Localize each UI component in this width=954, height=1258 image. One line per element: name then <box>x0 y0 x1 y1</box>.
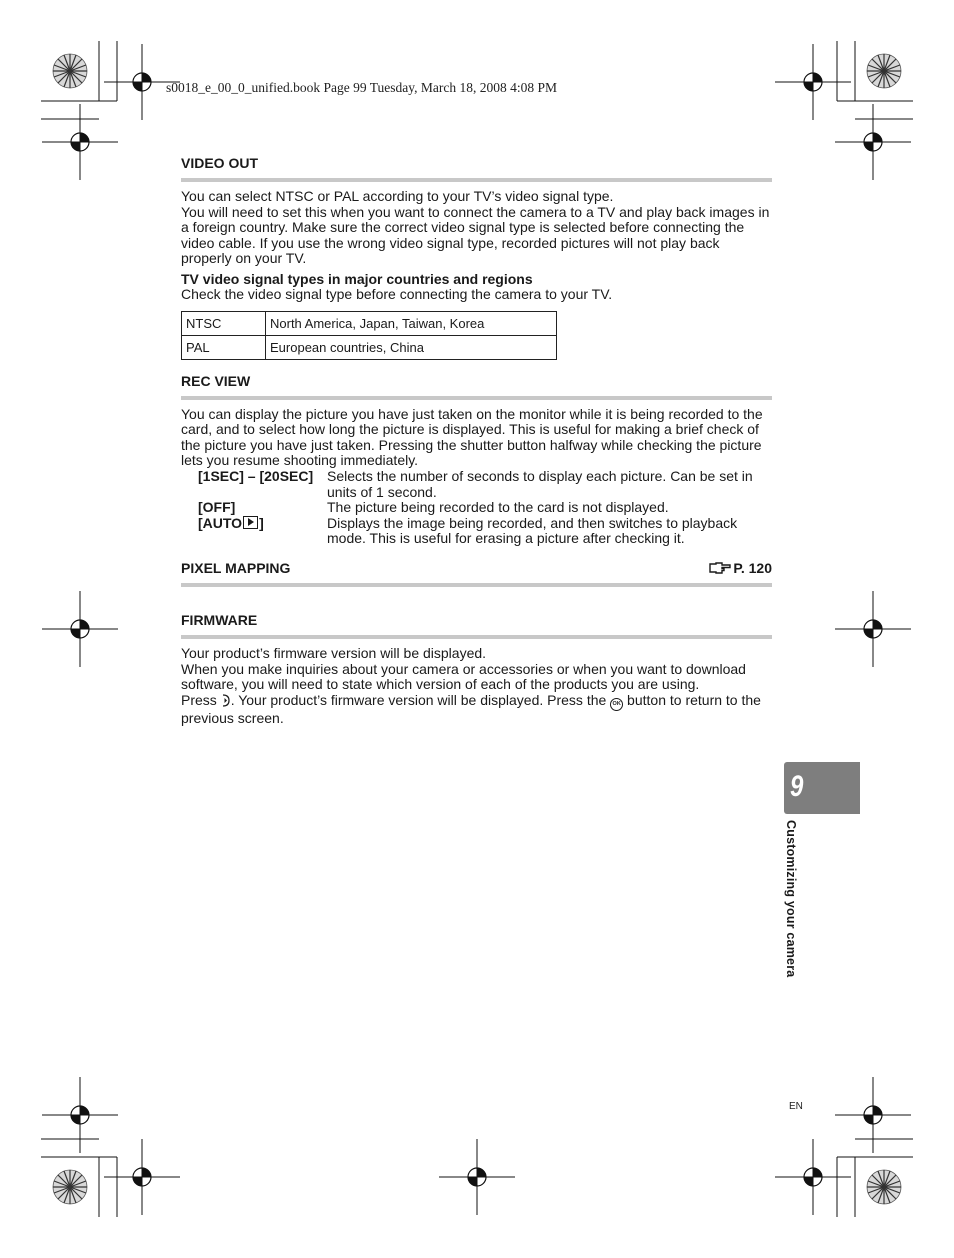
option-desc: Selects the number of seconds to display each picture. Can be set in units of 1 second. <box>327 467 753 500</box>
firmware-title: FIRMWARE <box>181 611 258 628</box>
arrow-pad-right-icon <box>221 694 231 707</box>
firmware-instructions <box>181 693 772 727</box>
signal-type-cell: NTSC <box>182 311 266 335</box>
option-key-prefix: [AUTO <box>198 514 243 531</box>
option-key: [1SEC] – [20SEC] <box>198 467 314 484</box>
rec-view-body: You can display the picture you have just taken on the monitor while it is being recorded to the card, and to select how long the picture is displayed. This is useful for making a brief check of the picture you have just taken. Pressing the shutter button halfway while checking the picture lets you resume shooting immediately. <box>181 405 763 469</box>
pixel-mapping-title: PIXEL MAPPING <box>181 559 291 576</box>
section-title-firmware <box>181 612 772 639</box>
firmware-line-2: When you make inquiries about your camera or accessories or when you want to download software, you will need to state which version of each of the products you are using. <box>181 660 746 693</box>
signal-types-subtitle: TV video signal types in major countries and regions <box>181 270 533 287</box>
instruction-text: Press <box>181 691 221 708</box>
option-row <box>181 469 772 500</box>
firmware-line-1: Your product’s firmware version will be displayed. <box>181 644 487 661</box>
option-key: [OFF] <box>198 499 236 516</box>
language-label: EN <box>789 1101 803 1112</box>
regions-cell: European countries, China <box>266 335 557 359</box>
table-row <box>182 311 557 335</box>
page-reference <box>709 560 772 576</box>
instruction-text: button to return to the previous screen. <box>181 691 761 726</box>
print-header: s0018_e_00_0_unified.book Page 99 Tuesday, March 18, 2008 4:08 PM <box>166 80 557 95</box>
chapter-label: Customizing your camera <box>784 820 798 978</box>
option-desc: The picture being recorded to the card is not displayed. <box>327 499 669 516</box>
signal-types-body: Check the video signal type before connecting the camera to your TV. <box>181 285 613 302</box>
option-row <box>181 516 772 547</box>
option-key-suffix: ] <box>259 514 264 531</box>
instruction-text: . Your product’s firmware version will be displayed. Press the <box>230 691 611 708</box>
option-key <box>181 516 327 547</box>
option-desc: Displays the image being recorded, and then switches to playback mode. This is useful for erasing a picture after checking it. <box>327 514 738 547</box>
section-title-rec-view <box>181 373 772 400</box>
video-out-title: VIDEO OUT <box>181 155 259 171</box>
play-icon <box>243 516 258 529</box>
signal-type-table <box>181 311 557 360</box>
video-out-intro: You can select NTSC or PAL according to your TV’s video signal type. <box>181 188 614 204</box>
video-out-body: You will need to set this when you want to connect the camera to a TV and play back images in a foreign country. Make sure the correct video signal type is selected before connecting the video cable. If you use the wrong video signal type, recorded pictures will not play back properly on your TV. <box>181 203 770 267</box>
section-title-video-out <box>181 155 772 182</box>
table-row <box>182 335 557 359</box>
regions-cell: North America, Japan, Taiwan, Korea <box>266 311 557 335</box>
page-content <box>181 155 772 726</box>
pointing-hand-icon <box>709 562 731 574</box>
ok-button-icon: OK <box>610 698 623 711</box>
chapter-tab <box>784 762 860 814</box>
signal-type-cell: PAL <box>182 335 266 359</box>
rec-view-title: REC VIEW <box>181 372 251 389</box>
chapter-number: 9 <box>790 770 804 803</box>
section-title-pixel-mapping <box>181 560 772 587</box>
option-row <box>181 500 772 516</box>
page-reference-text: P. 120 <box>733 559 772 576</box>
